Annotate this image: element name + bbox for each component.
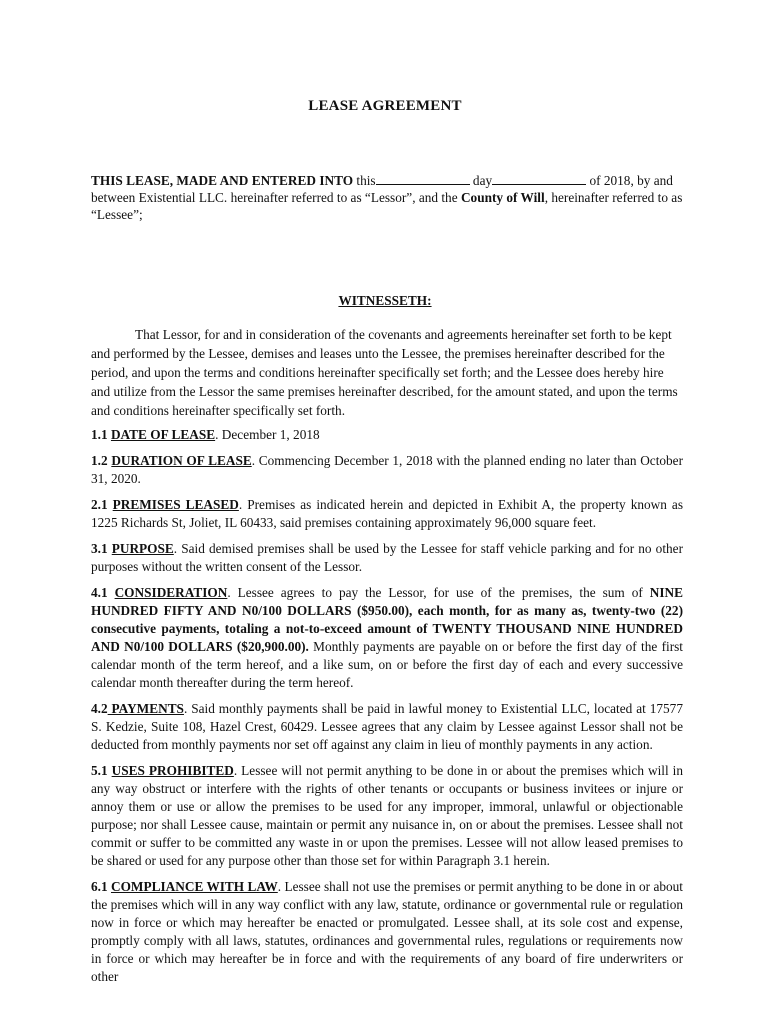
section-text: . December 1, 2018 (215, 427, 320, 442)
section-4-2 (91, 700, 683, 754)
section-1-2 (91, 452, 683, 488)
section-number: 1.1 (91, 427, 111, 442)
document-body (91, 325, 683, 994)
section-number: 4.1 (91, 585, 115, 600)
section-number: 4.2 (91, 701, 108, 716)
section-4-1 (91, 584, 683, 692)
document-title: LEASE AGREEMENT (308, 98, 462, 114)
section-number: 2.1 (91, 497, 113, 512)
intro-this: this (353, 173, 376, 188)
section-number: 6.1 (91, 879, 111, 894)
intro-lead: THIS LEASE, MADE AND ENTERED INTO (91, 173, 354, 188)
section-3-1 (91, 540, 683, 576)
section-number: 5.1 (91, 763, 112, 778)
section-number: 1.2 (91, 453, 112, 468)
section-heading: PREMISES LEASED (112, 497, 239, 512)
section-heading: CONSIDERATION (114, 585, 228, 600)
section-number: 3.1 (91, 541, 112, 556)
section-text: . Commencing December 1, 2018 with the planned ending no later than October 31, 2020. (91, 453, 684, 486)
section-text: . Said demised premises shall be used by the Lessee for staff vehicle parking and for no other purposes without the written consent of the Lessor. (91, 541, 684, 574)
section-heading: PURPOSE (111, 541, 174, 556)
section-heading: USES PROHIBITED (111, 763, 234, 778)
section-text: . Lessee shall not use the premises or permit anything to be done in or about the premises which will in any way conflict with any law, statute, ordinance or governmental rule or regulation now in force or which may hereafter be enacted or promulgated. Lessee shall, at its sole cost and expense, promptly comply with all laws, statutes, ordinances and governmental rules, regulations or requirements now in force or which may hereafter be in force and with the requirements of any board of fire underwriters or other (91, 879, 683, 984)
intro-day: day (469, 173, 493, 188)
section-amount-text: NINE HUNDRED FIFTY AND N0/100 DOLLARS ($950.00), each month, for as many as, twenty-two (22) consecutive payments, totaling a not-to-exceed amount of TWENTY THOUSAND NINE HUNDRED AND N0/100 DOLLARS ($20,900.00). (91, 585, 683, 654)
witnesseth-heading: WITNESSETH: (338, 293, 432, 308)
intro-paragraph (91, 172, 683, 223)
day-blank-field[interactable] (376, 173, 470, 185)
section-text: . Lessee agrees to pay the Lessor, for use of the premises, the sum of (227, 585, 650, 600)
section-2-1 (91, 496, 683, 532)
month-blank-field[interactable] (492, 173, 586, 185)
section-text: . Premises as indicated herein and depicted in Exhibit A, the property known as 1225 Richards St, Joliet, IL 60433, said premises containing approximately 96,000 square feet. (91, 497, 684, 530)
section-1-1 (91, 426, 683, 444)
section-5-1 (91, 762, 683, 870)
section-heading: DURATION OF LEASE (111, 453, 252, 468)
section-heading: COMPLIANCE WITH LAW (110, 879, 278, 894)
intro-year-text: of 2018, by and between Existential LLC. hereinafter referred to as “Lessor”, and the (91, 173, 673, 205)
section-text: . Said monthly payments shall be paid in lawful money to Existential LLC, located at 17577 S. Kedzie, Suite 108, Hazel Crest, 60429. Lessee agrees that any claim by Lessee against Lessor shall not be deducted from monthly payments nor set off against any claim in lieu of monthly payments in any action. (91, 701, 683, 752)
intro-tail: , hereinafter referred to as “Lessee”; (91, 190, 683, 222)
section-text-continued: Monthly payments are payable on or before the first day of the first calendar month of the term hereof, and a like sum, on or before the first day of each and every successive calendar month thereafter during the term hereof. (91, 639, 683, 690)
intro-county: County of Will (460, 190, 545, 205)
section-text: . Lessee will not permit anything to be done in or about the premises which will in any way obstruct or interfere with the rights of other tenants or occupants or business invitees or injure or annoy them or use or allow the premises to be used for any improper, immoral, unlawful or objectionable purpose; nor shall Lessee cause, maintain or permit any nuisance in, on or about the premises. Lessee shall not commit or suffer to be committed any waste in or upon the premises. Lessee will not allow leased premises to be shared or used for any purpose other than those set for within Paragraph 3.1 herein. (91, 763, 683, 868)
section-heading: DATE OF LEASE (110, 427, 216, 442)
section-6-1 (91, 878, 683, 986)
section-heading: PAYMENTS (107, 701, 184, 716)
preamble-paragraph: That Lessor, for and in consideration of the covenants and agreements hereinafter set forth to be kept and performed by the Lessee, demises and leases unto the Lessee, the premises hereinafter described for the period, and upon the terms and conditions hereinafter specifically set forth; and the Lessee does hereby hire and utilize from the Lessor the same premises hereinafter described, for the amount stated, and upon the terms and conditions hereinafter specifically set forth. (91, 327, 678, 418)
